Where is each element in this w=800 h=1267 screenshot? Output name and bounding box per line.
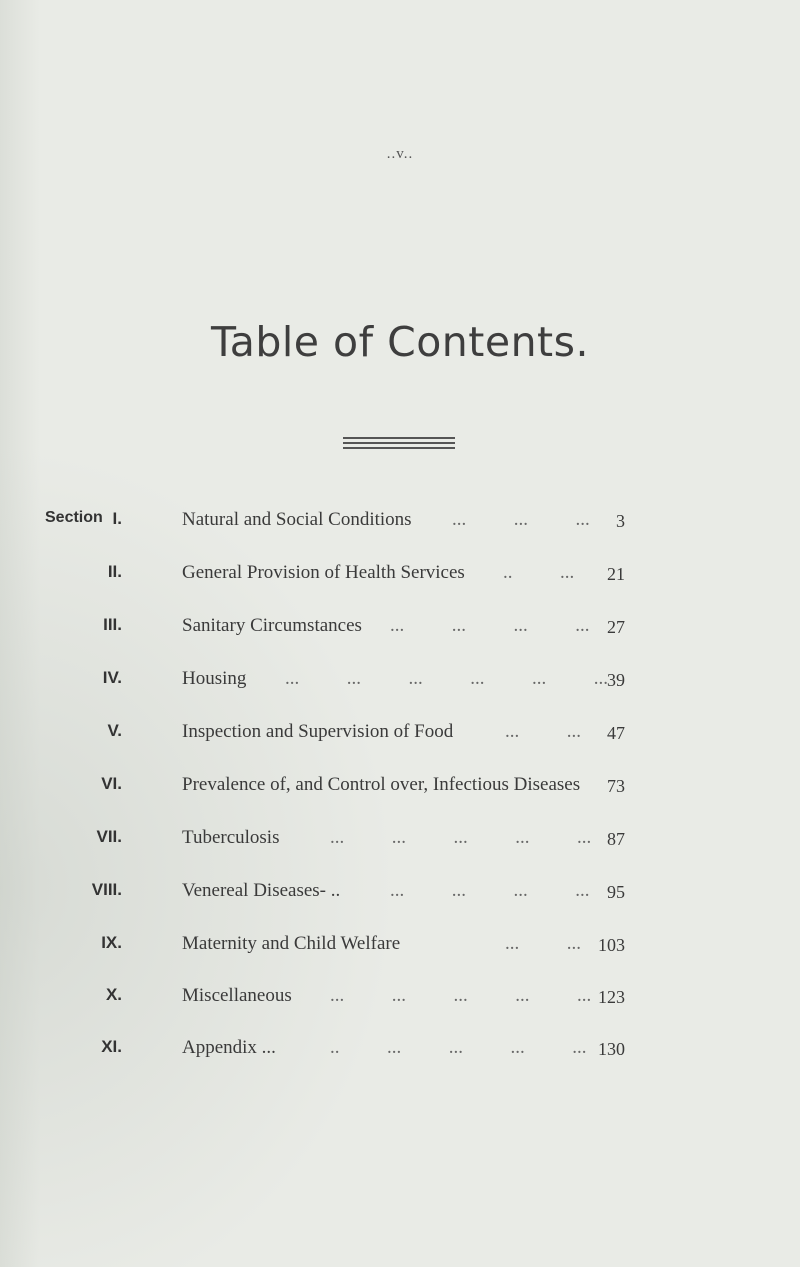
entry-page: 123 (598, 987, 625, 1007)
dot-leader: ... ... ... ... ... ... (285, 668, 608, 689)
dot-leader: .. ... ... ... ... (330, 1037, 587, 1058)
entry-page: 73 (607, 776, 625, 796)
entry-title: General Provision of Health Services (182, 562, 465, 583)
toc-entry (0, 827, 800, 857)
entry-title: Miscellaneous (182, 985, 292, 1006)
title-divider (343, 437, 455, 439)
title-divider (343, 447, 455, 449)
section-number: IX. (101, 933, 122, 952)
toc-entry (0, 668, 800, 698)
section-number: VI. (101, 774, 122, 793)
toc-entry (0, 562, 800, 592)
toc-entry (0, 615, 800, 645)
entry-title: Prevalence of, and Control over, Infectious Diseases (182, 774, 581, 795)
entry-page: 47 (607, 723, 625, 743)
entry-title: Venereal Diseases- .. (182, 880, 341, 901)
entry-title: Sanitary Circumstances (182, 615, 362, 636)
title-divider (343, 442, 455, 444)
entry-page: 3 (616, 511, 625, 531)
section-label: Section (45, 509, 103, 526)
toc-entry (0, 721, 800, 751)
section-number: III. (103, 615, 122, 634)
entry-title: Natural and Social Conditions (182, 509, 412, 530)
dot-leader: ... ... ... (452, 509, 590, 530)
section-number: IV. (102, 668, 122, 687)
entry-page: 95 (607, 882, 625, 902)
entry-title: Inspection and Supervision of Food (182, 721, 454, 742)
entry-page: 103 (598, 935, 625, 955)
section-number: XI. (101, 1037, 122, 1056)
dot-leader: ... ... (505, 721, 581, 742)
entry-title: Tuberculosis (182, 827, 280, 848)
dot-leader: ... ... ... ... ... (330, 985, 592, 1006)
entry-page: 27 (607, 617, 625, 637)
toc-entry (0, 985, 800, 1015)
dot-leader: ... ... (505, 933, 581, 954)
section-number: X. (105, 985, 122, 1004)
dot-leader: ... ... ... ... (390, 615, 590, 636)
page-number: ..v.. (386, 146, 414, 162)
toc-entry (0, 880, 800, 910)
toc-entry (0, 774, 800, 804)
entry-page: 39 (607, 670, 625, 690)
toc-entry (0, 509, 800, 539)
section-number: I. (112, 509, 122, 528)
entry-page: 130 (598, 1039, 625, 1059)
page-title: Table of Contents. (210, 318, 590, 366)
toc-entry (0, 933, 800, 963)
dot-leader: ... ... ... ... ... (330, 827, 592, 848)
section-number: VIII. (91, 880, 122, 899)
entry-title: Appendix ... (182, 1037, 276, 1058)
toc-entry (0, 1037, 800, 1067)
entry-page: 21 (607, 564, 625, 584)
dot-leader: ... ... ... ... (390, 880, 590, 901)
section-number: VII. (96, 827, 122, 846)
entry-title: Housing (182, 668, 247, 689)
entry-page: 87 (607, 829, 625, 849)
section-number: V. (107, 721, 122, 740)
dot-leader: .. ... (503, 562, 575, 583)
entry-title: Maternity and Child Welfare (182, 933, 401, 954)
section-number: II. (107, 562, 122, 581)
